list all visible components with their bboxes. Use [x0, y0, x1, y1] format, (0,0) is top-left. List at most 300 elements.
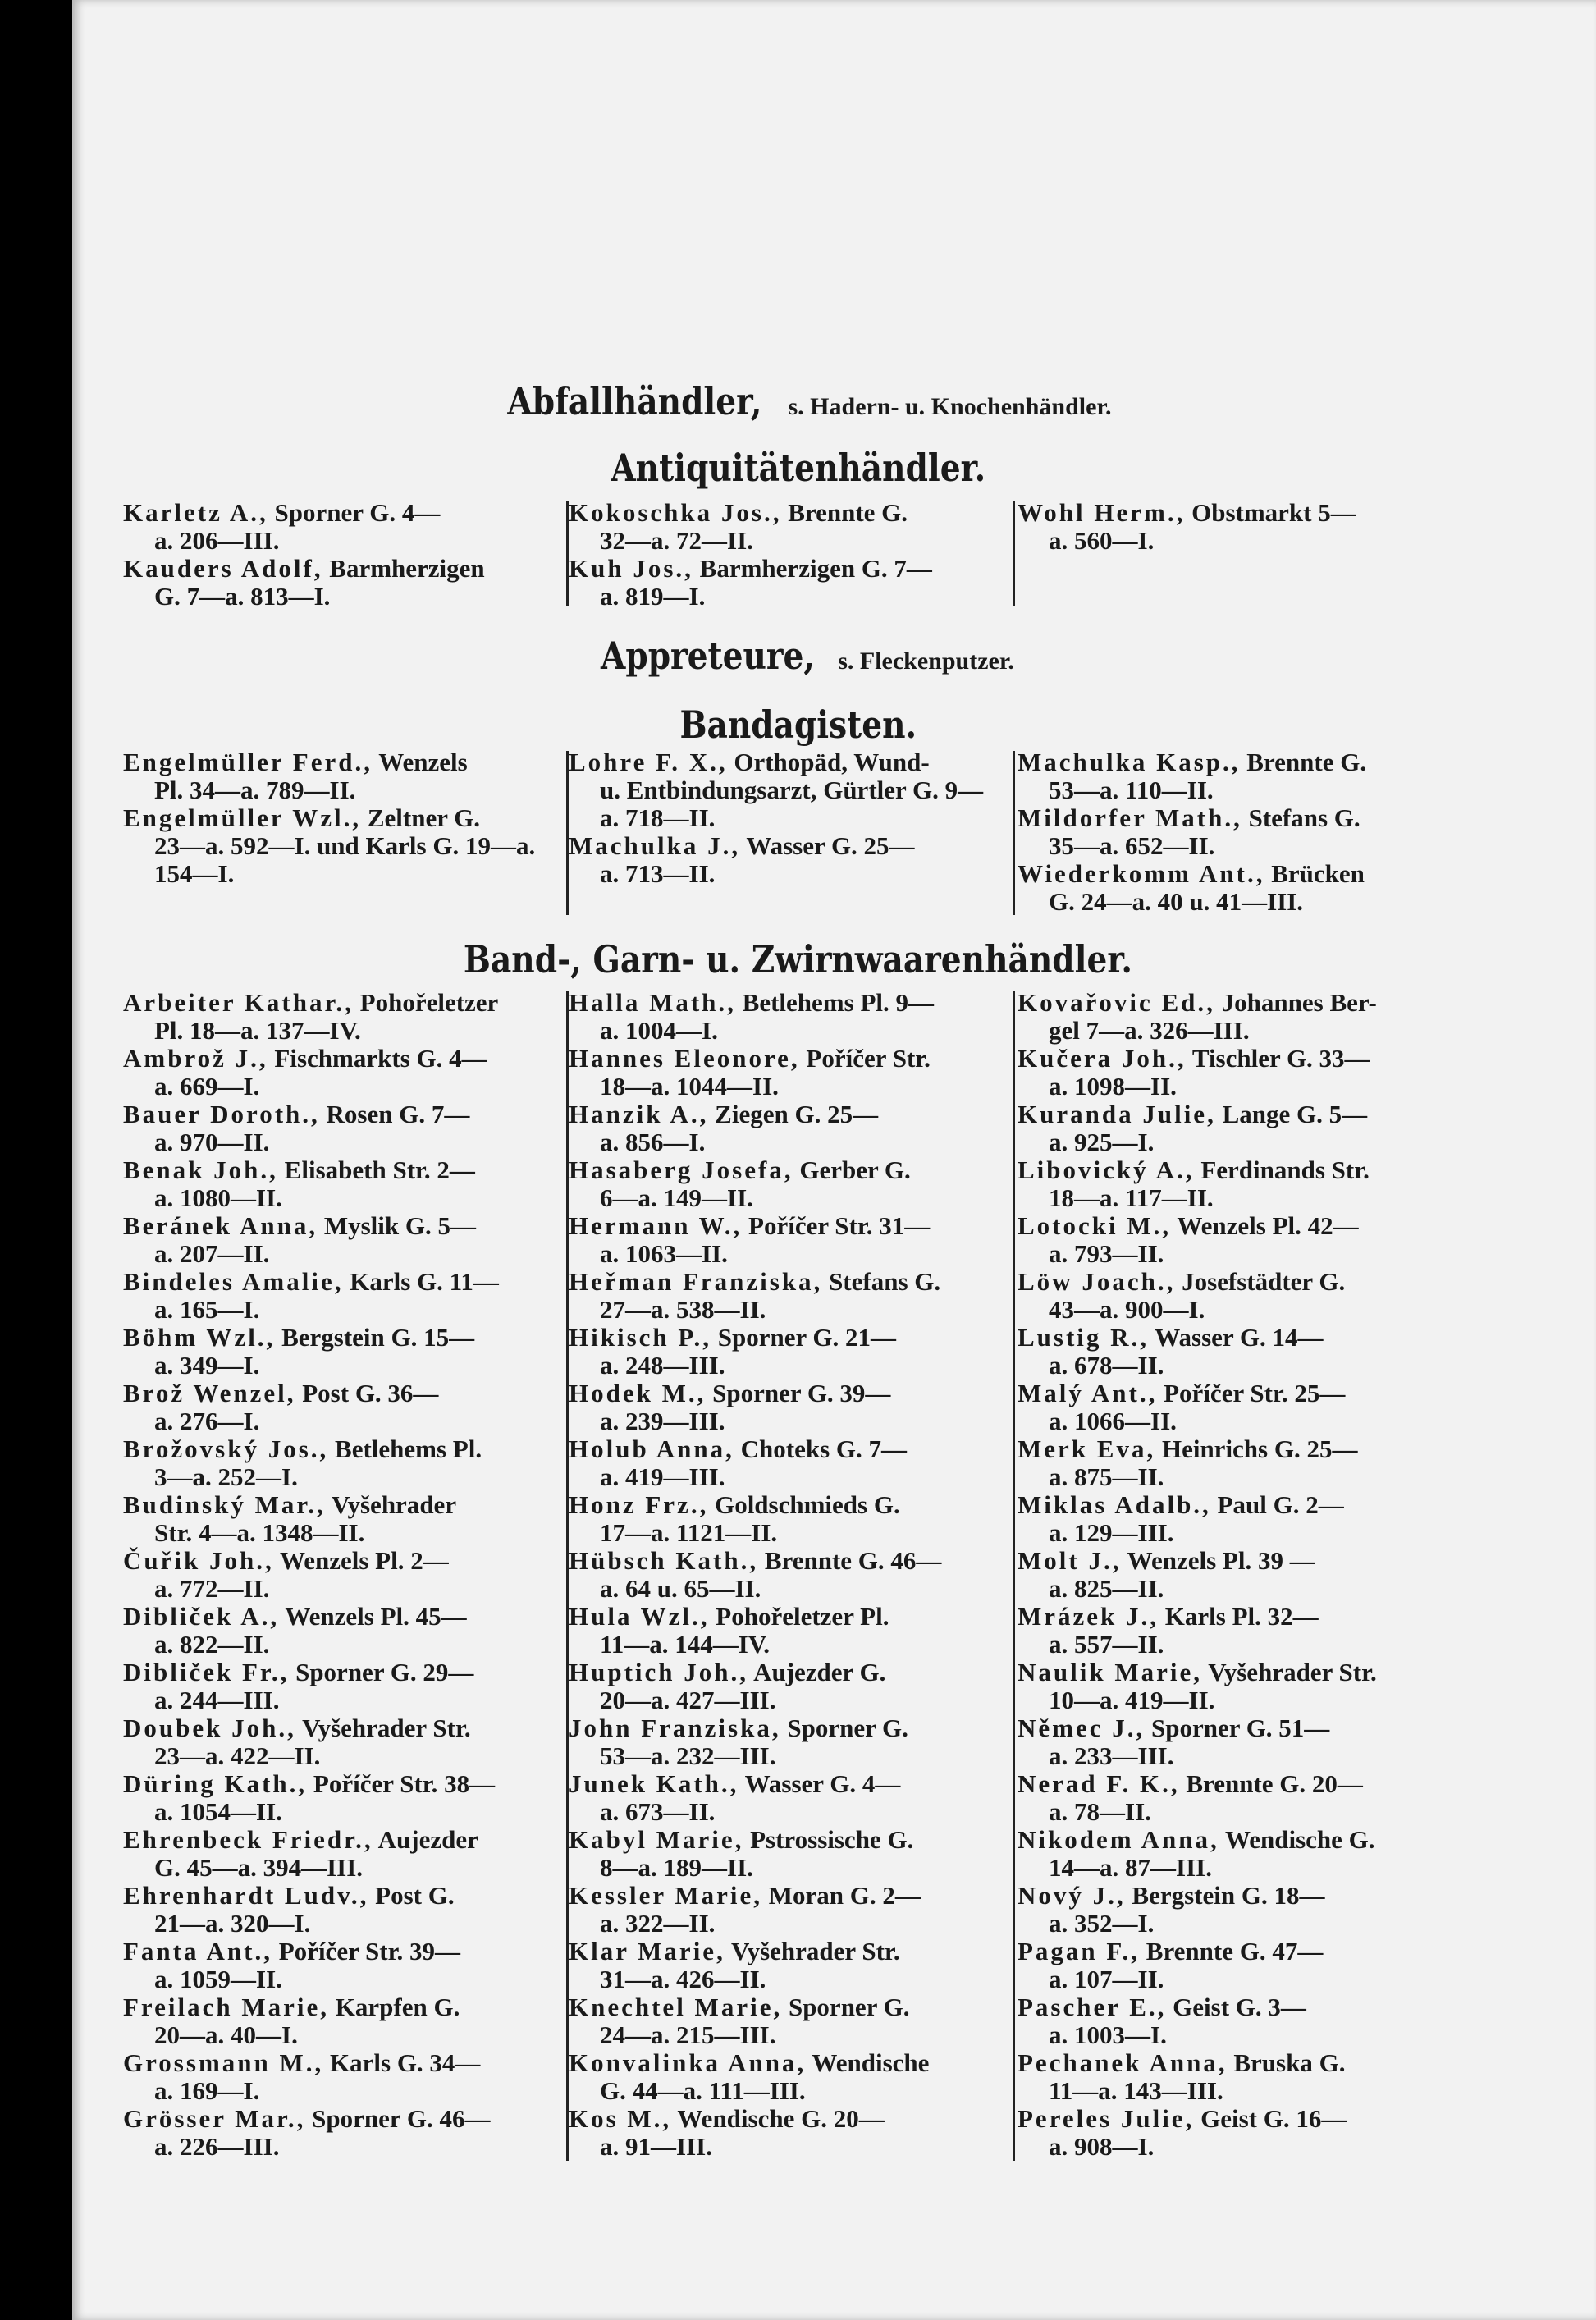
entry-house-number: 20—a. 40—I. — [154, 2020, 298, 2049]
entry-name: Machulka J., — [569, 831, 741, 860]
entry-name: Huptich Joh., — [569, 1658, 749, 1686]
entry-house-number: a. 165—I. — [154, 1295, 260, 1324]
entry-house-number: a. 322—II. — [600, 1909, 716, 1938]
entry-address: Wenzels Pl. 39 — — [1127, 1546, 1315, 1575]
directory-entry — [123, 1826, 555, 1882]
entry-address: Josefstädter G. — [1182, 1267, 1346, 1296]
entry-house-number: 18—a. 1044—II. — [600, 1072, 779, 1101]
entry-name: Hasaberg Josefa, — [569, 1155, 793, 1184]
entry-house-number: 23—a. 422—II. — [154, 1741, 321, 1770]
entry-address: Betlehems Pl. — [335, 1435, 482, 1463]
entry-name: Böhm Wzl., — [123, 1323, 276, 1352]
entry-address: Wenzels — [378, 748, 468, 776]
directory-entry — [569, 1324, 1000, 1380]
entry-house-number: a. 1003—I. — [1049, 2020, 1167, 2049]
directory-entry — [1018, 2049, 1444, 2105]
entry-address: Sporner G. 39— — [712, 1379, 891, 1407]
entry-address: Aujezder — [377, 1825, 478, 1854]
entry-name: Kauders Adolf, — [123, 554, 323, 583]
directory-entry — [123, 555, 555, 611]
entry-name: Düring Kath., — [123, 1769, 308, 1798]
entry-address: Barmherzigen G. 7— — [699, 554, 932, 583]
entry-name: Kokoschka Jos., — [569, 498, 782, 527]
entry-house-number: a. 206—III. — [154, 526, 280, 555]
entry-house-number: 31—a. 426—II. — [600, 1965, 766, 1993]
entry-house-number: 32—a. 72—II. — [600, 526, 753, 555]
directory-entry — [569, 748, 1000, 832]
directory-entry — [123, 1770, 555, 1826]
column-divider — [566, 751, 569, 915]
directory-entry — [1018, 1826, 1444, 1882]
entry-name: Hermann W., — [569, 1211, 743, 1240]
entry-address: Wenzels Pl. 42— — [1177, 1211, 1359, 1240]
entry-name: Hikisch P., — [569, 1323, 711, 1352]
entry-house-number: gel 7—a. 326—III. — [1049, 1016, 1250, 1045]
directory-entry — [569, 1045, 1000, 1101]
directory-entry — [1018, 499, 1444, 555]
entry-house-number: a. 352—I. — [1049, 1909, 1155, 1938]
entry-house-number: 14—a. 87—III. — [1049, 1853, 1212, 1882]
directory-entry — [569, 1268, 1000, 1324]
directory-entry — [123, 1993, 555, 2049]
entry-house-number: a. 1054—II. — [154, 1797, 282, 1826]
entry-name: Lohre F. X., — [569, 748, 728, 776]
directory-entry — [1018, 1659, 1444, 1714]
entry-address: Goldschmieds G. — [715, 1490, 900, 1519]
entry-address: Moran G. 2— — [768, 1881, 921, 1910]
entry-name: Naulik Marie, — [1018, 1658, 1202, 1686]
directory-entry — [123, 499, 555, 555]
entry-house-number: G. 44—a. 111—III. — [600, 2076, 806, 2105]
directory-entry — [123, 1714, 555, 1770]
directory-entry — [123, 2049, 555, 2105]
entry-name: Dibliček Fr., — [123, 1658, 290, 1686]
entry-address: Vyšehrader Str. — [302, 1714, 471, 1742]
entry-house-number: a. 673—II. — [600, 1797, 716, 1826]
entry-address: Sporner G. 51— — [1151, 1714, 1330, 1742]
entry-house-number: a. 557—II. — [1049, 1630, 1164, 1659]
entry-house-number: a. 226—III. — [154, 2132, 280, 2161]
entry-address: Wasser G. 4— — [744, 1769, 901, 1798]
entry-house-number: 23—a. 592—I. und Karls G. 19—a. 154—I. — [154, 831, 536, 888]
entry-address: Poříčer Str. — [806, 1044, 931, 1073]
entry-name: Karletz A., — [123, 498, 268, 527]
entry-name: Lotocki M., — [1018, 1211, 1172, 1240]
entry-address: Heinrichs G. 25— — [1161, 1435, 1358, 1463]
directory-entry — [1018, 1212, 1444, 1268]
entry-house-number: 11—a. 144—IV. — [600, 1630, 770, 1659]
entry-name: Hula Wzl., — [569, 1602, 710, 1631]
entry-address: Post G. 36— — [302, 1379, 439, 1407]
directory-entry — [569, 1547, 1000, 1603]
entry-address: Fischmarkts G. 4— — [274, 1044, 487, 1073]
entry-house-number: 20—a. 427—III. — [600, 1686, 776, 1714]
entry-address: Gerber G. — [799, 1155, 911, 1184]
entry-house-number: a. 233—III. — [1049, 1741, 1174, 1770]
entry-house-number: a. 678—II. — [1049, 1351, 1164, 1380]
entry-house-number: a. 970—II. — [154, 1128, 270, 1156]
entry-name: Engelmüller Wzl., — [123, 803, 362, 832]
column-1 — [123, 748, 555, 888]
entry-house-number: a. 819—I. — [600, 582, 706, 611]
entry-address: Vyšehrader — [331, 1490, 457, 1519]
entry-address: Lange G. 5— — [1222, 1100, 1368, 1128]
entry-address: Aujezder G. — [753, 1658, 886, 1686]
directory-entry — [1018, 1938, 1444, 1993]
entry-house-number: 27—a. 538—II. — [600, 1295, 766, 1324]
entry-name: Grösser Mar., — [123, 2104, 306, 2133]
directory-entry — [123, 1603, 555, 1659]
section-ref: s. Fleckenputzer. — [838, 647, 1014, 675]
entry-address: Karls G. 11— — [350, 1267, 499, 1296]
directory-entry — [1018, 2105, 1444, 2161]
column-3 — [1018, 499, 1444, 555]
entry-house-number: a. 1004—I. — [600, 1016, 718, 1045]
directory-entry — [1018, 1714, 1444, 1770]
directory-entry — [123, 1547, 555, 1603]
entry-name: Heřman Franziska, — [569, 1267, 823, 1296]
entry-name: Hübsch Kath., — [569, 1546, 759, 1575]
entry-address: Karpfen G. — [335, 1993, 460, 2021]
entry-name: Halla Math., — [569, 988, 736, 1017]
directory-entry — [569, 1491, 1000, 1547]
directory-entry — [123, 1491, 555, 1547]
entry-house-number: G. 7—a. 813—I. — [154, 582, 331, 611]
directory-entry — [123, 1882, 555, 1938]
entry-address: Rosen G. 7— — [326, 1100, 470, 1128]
entry-house-number: 8—a. 189—II. — [600, 1853, 753, 1882]
entry-name: Miklas Adalb., — [1018, 1490, 1211, 1519]
directory-entry — [569, 832, 1000, 888]
entry-house-number: a. 875—II. — [1049, 1462, 1164, 1491]
entry-name: Arbeiter Kathar., — [123, 988, 354, 1017]
directory-entry — [569, 1938, 1000, 1993]
directory-entry — [569, 499, 1000, 555]
entry-address: Stefans G. — [1248, 803, 1360, 832]
entry-address: Poříčer Str. 39— — [278, 1937, 461, 1965]
entry-address: Vyšehrader Str. — [1208, 1658, 1377, 1686]
entry-address: Paul G. 2— — [1217, 1490, 1344, 1519]
entry-name: Dibliček A., — [123, 1602, 280, 1631]
directory-entry — [1018, 1101, 1444, 1156]
column-3 — [1018, 748, 1444, 916]
entry-name: Freilach Marie, — [123, 1993, 330, 2021]
entry-house-number: 3—a. 252—I. — [154, 1462, 298, 1491]
entry-name: Kuh Jos., — [569, 554, 693, 583]
directory-entry — [123, 1380, 555, 1435]
directory-entry — [1018, 1435, 1444, 1491]
directory-entry — [569, 1101, 1000, 1156]
entry-name: Kučera Joh., — [1018, 1044, 1187, 1073]
entry-house-number: 35—a. 652—II. — [1049, 831, 1215, 860]
entry-address: Wasser G. 14— — [1155, 1323, 1324, 1352]
entry-address: Sporner G. 21— — [717, 1323, 897, 1352]
directory-entry — [569, 1659, 1000, 1714]
entry-name: Wohl Herm., — [1018, 498, 1186, 527]
entry-house-number: a. 1059—II. — [154, 1965, 282, 1993]
entry-name: Beránek Anna, — [123, 1211, 318, 1240]
column-divider — [566, 991, 569, 2161]
entry-address: Brennte G. — [1246, 748, 1367, 776]
entry-name: Lustig R., — [1018, 1323, 1150, 1352]
entry-house-number: a. 560—I. — [1049, 526, 1155, 555]
entry-name: Honz Frz., — [569, 1490, 709, 1519]
entry-address: Brennte G. 20— — [1186, 1769, 1363, 1798]
directory-entry — [123, 1212, 555, 1268]
entry-address: Bergstein G. 15— — [281, 1323, 475, 1352]
directory-entry — [569, 1603, 1000, 1659]
entry-house-number: a. 276—I. — [154, 1407, 260, 1435]
entry-name: John Franziska, — [569, 1714, 781, 1742]
entry-name: Mildorfer Math., — [1018, 803, 1242, 832]
directory-entry — [569, 2105, 1000, 2161]
section-heading-band — [0, 937, 1596, 982]
entry-house-number: 10—a. 419—II. — [1049, 1686, 1215, 1714]
entry-house-number: a. 825—II. — [1049, 1574, 1164, 1603]
entry-address: Brücken — [1271, 859, 1365, 888]
column-3 — [1018, 989, 1444, 2161]
directory-entry — [569, 1435, 1000, 1491]
entry-house-number: 53—a. 232—III. — [600, 1741, 776, 1770]
entry-house-number: 21—a. 320—I. — [154, 1909, 311, 1938]
entry-house-number: a. 91—III. — [600, 2132, 712, 2161]
directory-entry — [1018, 1882, 1444, 1938]
entry-name: Löw Joach., — [1018, 1267, 1176, 1296]
entry-house-number: a. 244—III. — [154, 1686, 280, 1714]
entry-house-number: 24—a. 215—III. — [600, 2020, 776, 2049]
entry-address: Poříčer Str. 31— — [748, 1211, 931, 1240]
entry-name: Hodek M., — [569, 1379, 707, 1407]
directory-entry — [1018, 1491, 1444, 1547]
entry-address: Elisabeth Str. 2— — [284, 1155, 475, 1184]
section-heading-abfall — [0, 379, 1596, 423]
entry-name: Nový J., — [1018, 1881, 1126, 1910]
entry-house-number: a. 669—I. — [154, 1072, 260, 1101]
entry-name: Konvalinka Anna, — [569, 2048, 807, 2077]
entry-address: Post G. — [375, 1881, 455, 1910]
directory-entry — [123, 1045, 555, 1101]
directory-entry — [123, 748, 555, 804]
directory-entry — [123, 804, 555, 888]
entry-name: Kos M., — [569, 2104, 672, 2133]
entry-address: Sporner G. — [788, 1993, 910, 2021]
entry-house-number: a. 925—I. — [1049, 1128, 1155, 1156]
directory-entry — [1018, 1547, 1444, 1603]
entry-name: Kessler Marie, — [569, 1881, 762, 1910]
entry-address: Johannes Ber- — [1221, 988, 1377, 1017]
entry-address: Sporner G. — [787, 1714, 908, 1742]
entry-address: Brennte G. 47— — [1146, 1937, 1324, 1965]
entry-name: Junek Kath., — [569, 1769, 739, 1798]
entry-address: Ferdinands Str. — [1200, 1155, 1370, 1184]
column-1 — [123, 499, 555, 611]
entry-name: Wiederkomm Ant., — [1018, 859, 1265, 888]
entry-address: Orthopäd, Wund- — [734, 748, 930, 776]
directory-entry — [569, 1770, 1000, 1826]
entry-name: Mrázek J., — [1018, 1602, 1159, 1631]
entry-house-number: a. 1080—II. — [154, 1183, 282, 1212]
entry-name: Kabyl Marie, — [569, 1825, 744, 1854]
entry-house-number: a. 419—III. — [600, 1462, 725, 1491]
entry-house-number: a. 107—II. — [1049, 1965, 1164, 1993]
entry-name: Grossmann M., — [123, 2048, 324, 2077]
entry-address: Sporner G. 46— — [312, 2104, 491, 2133]
entry-house-number: Pl. 18—a. 137—IV. — [154, 1016, 361, 1045]
entry-house-number: 43—a. 900—I. — [1049, 1295, 1205, 1324]
entry-address: Myslik G. 5— — [323, 1211, 477, 1240]
section-title: Abfallhändler, — [506, 379, 762, 423]
directory-entry — [569, 1380, 1000, 1435]
entry-address: Sporner G. 4— — [274, 498, 441, 527]
entry-address: Pohořeletzer — [359, 988, 499, 1017]
entry-name: Klar Marie, — [569, 1937, 725, 1965]
directory-entry — [569, 989, 1000, 1045]
entry-house-number: a. 1063—II. — [600, 1239, 728, 1268]
directory-entry — [1018, 1156, 1444, 1212]
directory-entry — [1018, 1770, 1444, 1826]
entry-house-number: a. 239—III. — [600, 1407, 725, 1435]
entry-house-number: a. 248—III. — [600, 1351, 725, 1380]
directory-entry — [569, 1714, 1000, 1770]
entry-name: Malý Ant., — [1018, 1379, 1158, 1407]
entry-house-number: 11—a. 143—III. — [1049, 2076, 1223, 2105]
directory-entry — [1018, 860, 1444, 916]
entry-address: Zeltner G. — [367, 803, 481, 832]
directory-entry — [1018, 1324, 1444, 1380]
directory-entry — [123, 1659, 555, 1714]
entry-name: Doubek Joh., — [123, 1714, 296, 1742]
section-heading-appreteure — [0, 634, 1596, 678]
entry-address: Wenzels Pl. 45— — [285, 1602, 467, 1631]
directory-entry — [123, 1938, 555, 1993]
entry-address: Geist G. 3— — [1173, 1993, 1306, 2021]
entry-name: Pereles Julie, — [1018, 2104, 1195, 2133]
entry-house-number: u. Entbindungsarzt, Gürtler G. 9—a. 718—II. — [600, 776, 984, 832]
entry-name: Pechanek Anna, — [1018, 2048, 1228, 2077]
section-title: Band-, Garn- u. Zwirnwaarenhändler. — [463, 937, 1133, 982]
column-2 — [569, 989, 1000, 2161]
entry-name: Brožovský Jos., — [123, 1435, 329, 1463]
entry-address: Wenzels Pl. 2— — [279, 1546, 449, 1575]
column-divider — [1013, 991, 1015, 2161]
directory-entry — [123, 989, 555, 1045]
directory-entry — [1018, 1380, 1444, 1435]
directory-entry — [123, 1268, 555, 1324]
entry-house-number: G. 45—a. 394—III. — [154, 1853, 364, 1882]
entry-house-number: a. 129—III. — [1049, 1518, 1174, 1547]
entry-name: Ambrož J., — [123, 1044, 268, 1073]
entry-name: Nikodem Anna, — [1018, 1825, 1219, 1854]
directory-entry — [1018, 804, 1444, 860]
entry-house-number: Str. 4—a. 1348—II. — [154, 1518, 365, 1547]
entry-address: Wasser G. 25— — [746, 831, 915, 860]
entry-address: Bruska G. — [1233, 2048, 1346, 2077]
entry-name: Bindeles Amalie, — [123, 1267, 344, 1296]
entry-address: Karls Pl. 32— — [1164, 1602, 1319, 1631]
entry-name: Čuřik Joh., — [123, 1546, 274, 1575]
entry-name: Němec J., — [1018, 1714, 1146, 1742]
entry-house-number: a. 169—I. — [154, 2076, 260, 2105]
entry-house-number: a. 1098—II. — [1049, 1072, 1177, 1101]
directory-entry — [123, 1101, 555, 1156]
section-title: Antiquitätenhändler. — [611, 446, 985, 490]
entry-name: Engelmüller Ferd., — [123, 748, 373, 776]
directory-entry — [569, 2049, 1000, 2105]
directory-entry — [1018, 748, 1444, 804]
entry-house-number: a. 772—II. — [154, 1574, 270, 1603]
entry-house-number: a. 822—II. — [154, 1630, 270, 1659]
entry-address: Poříčer Str. 25— — [1164, 1379, 1346, 1407]
section-title: Bandagisten. — [679, 702, 917, 747]
entry-house-number: a. 713—II. — [600, 859, 716, 888]
entry-house-number: a. 78—II. — [1049, 1797, 1151, 1826]
entry-address: Obstmarkt 5— — [1191, 498, 1356, 527]
entry-address: Karls G. 34— — [330, 2048, 481, 2077]
entry-name: Kuranda Julie, — [1018, 1100, 1216, 1128]
entry-house-number: a. 64 u. 65—II. — [600, 1574, 761, 1603]
entry-address: Sporner G. 29— — [295, 1658, 474, 1686]
entry-house-number: a. 908—I. — [1049, 2132, 1155, 2161]
entry-name: Molt J., — [1018, 1546, 1122, 1575]
entry-name: Pascher E., — [1018, 1993, 1167, 2021]
directory-entry — [123, 1324, 555, 1380]
entry-name: Ehrenbeck Friedr., — [123, 1825, 373, 1854]
section-heading-antiquitaeten — [0, 446, 1596, 490]
entry-name: Brož Wenzel, — [123, 1379, 296, 1407]
entry-name: Pagan F., — [1018, 1937, 1141, 1965]
directory-entry — [1018, 1603, 1444, 1659]
entry-house-number: 18—a. 117—II. — [1049, 1183, 1214, 1212]
entry-house-number: a. 793—II. — [1049, 1239, 1164, 1268]
column-divider — [1013, 751, 1015, 915]
column-1 — [123, 989, 555, 2161]
entry-address: Choteks G. 7— — [740, 1435, 908, 1463]
entry-address: Poříčer Str. 38— — [313, 1769, 496, 1798]
entry-house-number: G. 24—a. 40 u. 41—III. — [1049, 887, 1304, 916]
directory-entry — [569, 1156, 1000, 1212]
directory-entry — [1018, 1268, 1444, 1324]
directory-entry — [569, 1993, 1000, 2049]
directory-entry — [1018, 1045, 1444, 1101]
entry-address: Wendische G. 20— — [677, 2104, 885, 2133]
entry-name: Fanta Ant., — [123, 1937, 272, 1965]
column-divider — [1013, 501, 1015, 606]
entry-name: Kovařovic Ed., — [1018, 988, 1215, 1017]
entry-address: Vyšehrader Str. — [731, 1937, 900, 1965]
directory-entry — [1018, 989, 1444, 1045]
directory-entry — [1018, 1993, 1444, 2049]
entry-address: Geist G. 16— — [1200, 2104, 1347, 2133]
entry-house-number: Pl. 34—a. 789—II. — [154, 776, 356, 804]
directory-entry — [123, 1156, 555, 1212]
entry-address: Barmherzigen — [329, 554, 485, 583]
entry-name: Merk Eva, — [1018, 1435, 1156, 1463]
entry-address: Pstrossische G. — [750, 1825, 914, 1854]
directory-entry — [569, 1882, 1000, 1938]
entry-name: Bauer Doroth., — [123, 1100, 320, 1128]
directory-entry — [123, 2105, 555, 2161]
entry-house-number: a. 349—I. — [154, 1351, 260, 1380]
entry-house-number: 6—a. 149—II. — [600, 1183, 753, 1212]
entry-house-number: a. 207—II. — [154, 1239, 270, 1268]
directory-entry — [569, 1826, 1000, 1882]
entry-address: Bergstein G. 18— — [1132, 1881, 1325, 1910]
entry-address: Brennte G. 46— — [764, 1546, 942, 1575]
entry-name: Machulka Kasp., — [1018, 748, 1241, 776]
column-2 — [569, 748, 1000, 888]
section-title: Appreteure, — [601, 634, 816, 678]
entry-address: Ziegen G. 25— — [715, 1100, 879, 1128]
